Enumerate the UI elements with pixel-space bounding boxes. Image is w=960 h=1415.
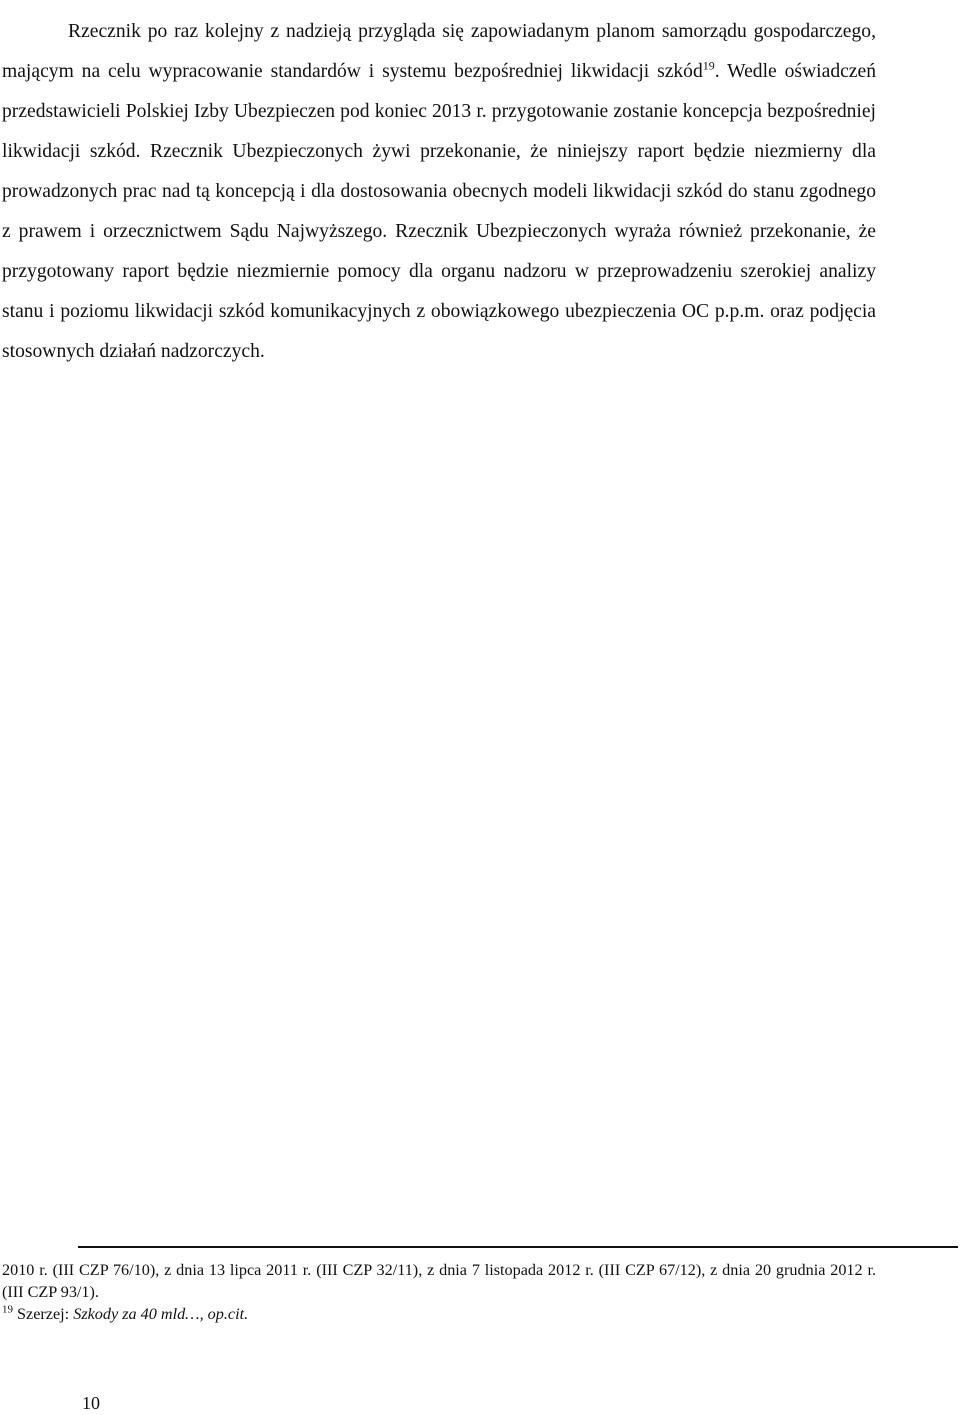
footnote-19-title: Szkody za 40 mld…, op.cit.	[73, 1305, 249, 1323]
page-number: 10	[82, 1393, 100, 1413]
footnote-ref-19[interactable]: 19	[702, 58, 715, 73]
footnote-separator	[78, 1246, 958, 1248]
body-paragraph	[2, 12, 876, 372]
body-intro-text: Rzecznik po raz kolejny z nadzieją przygląda się zapowiadanym planom samorządu gospodarczego, mającym na celu wypracowanie standardów i systemu bezpośredniej likwidacji szkód	[2, 20, 876, 82]
footnote-19-prefix: Szerzej:	[13, 1305, 74, 1323]
body-rest-text: . Wedle oświadczeń przedstawicieli Polskiej Izby Ubezpieczen pod koniec 2013 r. przygotowanie zostanie koncepcja bezpośredniej likwidacji szkód. Rzecznik Ubezpieczonych żywi przekonanie, że niniejszy raport będzie niezmierny dla prowadzonych prac nad tą koncepcją i dla dostosowania obecnych modeli likwidacji szkód do stanu zgodnego z prawem i orzecznictwem Sądu Najwyższego. Rzecznik Ubezpieczonych wyraża również przekonanie, że przygotowany raport będzie niezmiernie pomocy dla organu nadzoru w przeprowadzeniu szerokiej analizy stanu i poziomu likwidacji szkód komunikacyjnych z obowiązkowego ubezpieczenia OC p.p.m. oraz podjęcia stosownych działań nadzorczych.	[2, 60, 876, 362]
footnote-19	[2, 1303, 876, 1325]
footnotes-section	[2, 1259, 876, 1325]
footnote-continued: 2010 r. (III CZP 76/10), z dnia 13 lipca 2011 r. (III CZP 32/11), z dnia 7 listopada 2012 r. (III CZP 67/12), z dnia 20 grudnia 2012 r. (III CZP 93/1).	[2, 1261, 876, 1301]
footnote-19-number: 19	[2, 1303, 13, 1316]
